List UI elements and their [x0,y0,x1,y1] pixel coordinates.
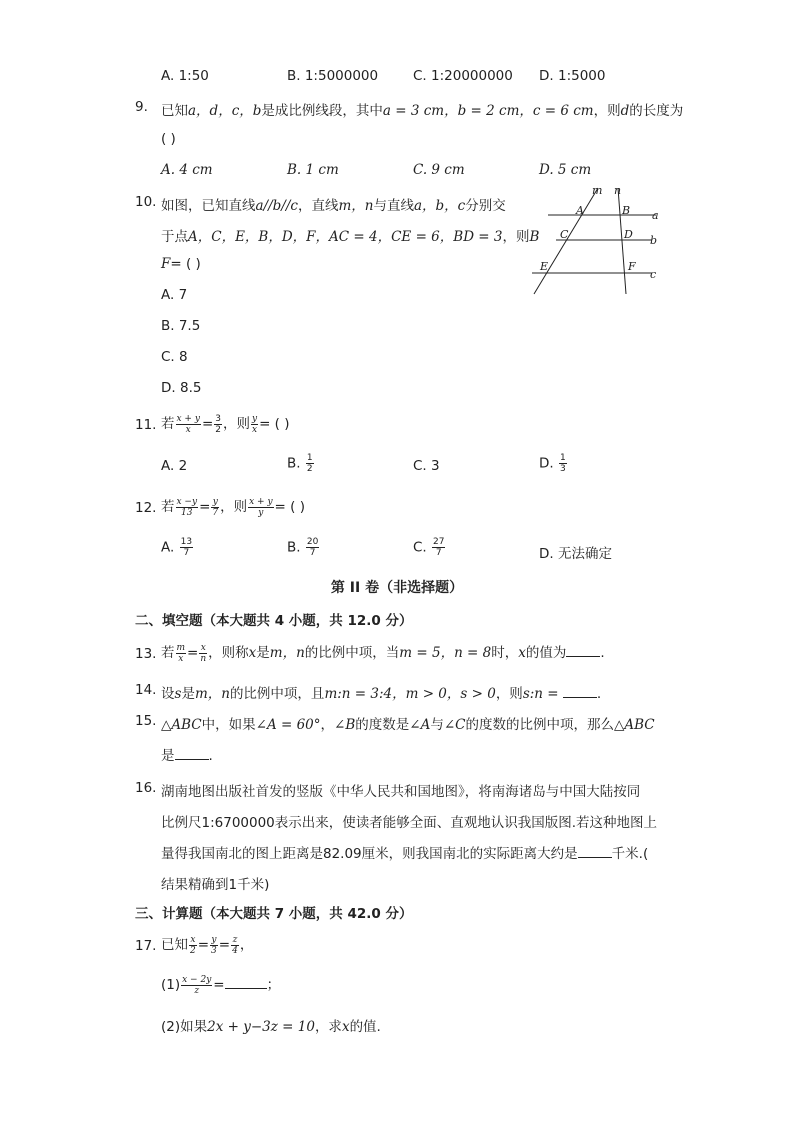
label-C: C [560,228,569,241]
q13-text: 时， [491,645,519,661]
q14-math: m:n = 3:4，m > 0，s > 0 [324,686,496,702]
q12-option-a [161,537,194,558]
q15-math: ∠A = 60° [255,717,321,733]
option-prefix: D. [539,455,558,472]
q9-var: d [620,103,630,119]
label-D: D [624,228,633,241]
label-c: c [650,268,657,281]
option-prefix: B. [287,539,305,556]
label-n: n [614,184,622,197]
q13-math: m，n [269,645,305,661]
q12-option-b-fraction [306,537,319,558]
equals: = [201,416,214,432]
q16-text: 千米.( [611,846,649,862]
equals: = [197,937,210,953]
q17-part-label: (1) [161,977,181,993]
q13-text: 的比例中项，当 [304,645,400,661]
q9-number: 9. [135,99,148,115]
q14-math: s:n = [522,686,563,702]
q10-math: F [161,256,171,272]
q16-text: 厘米，则我国南北的实际距离大约是 [361,846,578,862]
numerator: x −y [176,496,198,507]
q17-part1 [161,973,280,996]
q17-fraction [231,935,239,956]
numerator: 20 [306,537,319,547]
q15-text: △ [161,717,172,733]
q16-line2 [161,811,657,831]
q10-text: 如图，已知直线 [161,198,256,214]
q9-stem [161,99,683,119]
numerator: 3 [215,413,221,424]
q10-option-d: D. 8.5 [161,380,202,396]
q16-text: 量得我国南北的图上距离是 [161,846,323,862]
q14-text: 的比例中项，且 [229,686,325,702]
denominator: 3 [559,464,566,474]
q12-option-c-fraction [432,537,445,558]
q12-fraction [211,497,219,518]
q17-text: 已知 [161,937,188,953]
numerator: y [211,934,217,945]
numerator: x + y [249,496,273,507]
part2-heading: 二、填空题（本大题共 4 小题，共 12.0 分） [135,613,413,629]
q10-option-a: A. 7 [161,287,188,303]
q15-text: 与 [430,717,444,733]
q15-math: ABC [624,717,655,733]
numerator: z [232,934,238,945]
q10-text: 与直线 [373,198,414,214]
q12-option-a-fraction [180,537,193,558]
q13-fraction [199,643,207,664]
denominator: x [251,424,258,435]
q14-math: m，n [194,686,230,702]
q8-option-b: B. 1:5000000 [287,68,379,84]
q11-option-d-fraction [559,453,567,474]
numerator: y [251,413,258,424]
q15-math: ∠B [334,717,356,733]
q15-text: 是 [161,748,175,764]
q14-text: 是 [181,686,195,702]
q15-line2 [161,744,213,764]
q11-stem [161,412,290,435]
q15-line1 [161,713,655,733]
q13-math: x [518,645,526,661]
q15-text: 的度数是 [355,717,410,733]
q16-line4 [161,873,269,893]
q11-fraction [251,414,258,435]
option-prefix: A. [161,539,179,556]
q10-math: a，b，c [413,198,466,214]
q10-math: B [529,229,540,245]
q10-math: m，n [338,198,374,214]
option-prefix: C. [413,539,432,556]
q11-option-a: A. 2 [161,458,188,474]
q9-option-d: D. 5 cm [539,162,592,178]
q13-math: m = 5，n = 8 [399,645,492,661]
q17-text: ，求 [314,1019,342,1035]
q14-number: 14. [135,682,157,698]
q12-option-c [413,537,446,558]
numerator: y [212,496,218,507]
numerator: m [176,642,186,653]
numerator: x [190,934,196,945]
q17-text: ， [239,937,254,953]
q17-part1-fraction [181,975,212,996]
q8-option-d: D. 1:5000 [539,68,606,84]
q13-text: 若 [161,645,175,661]
q11-option-c: C. 3 [413,458,440,474]
numerator: x [200,642,206,653]
q11-fraction [214,414,222,435]
q8-option-c: C. 1:20000000 [413,68,513,84]
q10-option-b: B. 7.5 [161,318,201,334]
q11-text: = ( ) [259,416,290,432]
q11-fraction [176,414,201,435]
q10-text: ，则 [502,229,530,245]
part3-heading: 三、计算题（本大题共 7 小题，共 42.0 分） [135,906,413,922]
label-m: m [592,184,603,197]
q15-math: ABC [171,717,202,733]
denominator: 2 [190,945,196,956]
q9-vars: a，d，c，b [188,103,262,119]
q8-option-a: A. 1:50 [161,68,209,84]
q15-text: . [208,748,213,764]
q17-text: 的值. [349,1019,381,1035]
q17-text: (2)如果 [161,1019,208,1035]
q9-text: 已知 [161,103,188,119]
q10-line3 [161,256,201,272]
q13-number: 13. [135,646,157,662]
q14-text: . [596,686,602,702]
q13-fraction [176,643,187,664]
denominator: 7 [183,548,190,558]
q12-option-b [287,537,320,558]
q14-text: ，则 [495,686,523,702]
denominator: 7 [212,507,219,518]
q13-text: ，则称 [208,645,249,661]
q16-number: 16. [135,780,157,796]
numerator: 1 [306,453,313,463]
q10-text: = ( ) [170,256,201,272]
q10-text: ，直线 [297,198,339,214]
q12-text: = ( ) [274,499,305,515]
q12-fraction [248,497,273,518]
q16-scale: 1:6700000 [201,815,275,831]
q14-stem [161,682,601,702]
q12-fraction [176,497,199,518]
q17-answer-blank[interactable] [225,976,267,989]
option-prefix: B. [287,455,305,472]
q13-text: 的值为 [525,645,567,661]
equals: = [187,645,199,661]
q10-text: 于点 [161,229,188,245]
q15-number: 15. [135,713,157,729]
q16-text: 结果精确到 [161,877,229,893]
denominator: n [200,653,207,664]
label-B: B [622,204,631,217]
label-b: b [650,234,658,247]
q16-answer-blank[interactable] [578,845,612,858]
label-a: a [652,209,659,222]
label-E: E [540,260,549,273]
section-title: 第 II 卷（非选择题） [330,580,464,596]
q14-text: 设 [161,686,175,702]
q17-text: ； [266,977,281,993]
numerator: x − 2y [182,974,212,985]
q9-text: 是成比例线段，其中 [261,103,383,119]
q10-number: 10. [135,194,157,210]
q11-option-b-fraction [306,453,314,474]
q16-text: 比例尺 [161,815,202,831]
q15-answer-blank[interactable] [175,747,209,760]
label-F: F [628,260,636,273]
numerator: 1 [559,453,566,463]
q9-condition: a = 3 cm，b = 2 cm，c = 6 cm [382,103,594,119]
denominator: 13 [181,507,193,518]
q12-number: 12. [135,500,157,516]
q11-option-d [539,453,568,474]
q16-line1: 湖南地图出版社首发的竖版《中华人民共和国地图》，将南海诸岛与中国大陆按同 [161,784,641,800]
q9-text: ，则 [593,103,621,119]
q14-math: s [174,686,182,702]
denominator: z [194,985,200,996]
q17-part2 [161,1015,381,1035]
q12-option-d: D. 无法确定 [539,546,612,562]
q9-text: 的长度为 [629,103,684,119]
equals: = [199,499,211,515]
numerator: x + y [176,413,200,424]
q12-text: ，则 [220,499,248,515]
q10-parallel-lines-figure [528,182,668,298]
q16-distance: 82.09 [323,846,362,862]
q17-math: x [341,1019,350,1035]
denominator: 4 [232,945,238,956]
q16-text: 千米) [237,877,270,893]
q9-option-a: A. 4 cm [161,162,213,178]
denominator: 2 [306,464,313,474]
q17-stem [161,933,253,956]
q13-answer-blank[interactable] [566,644,600,657]
q13-stem [161,641,605,664]
q16-line3 [161,842,648,862]
q9-option-b: B. 1 cm [287,162,339,178]
q15-text: 中，如果 [201,717,256,733]
denominator: y [258,507,264,518]
q17-number: 17. [135,938,157,954]
q17-fraction [189,935,197,956]
q16-precision: 1 [228,877,238,893]
q11-option-b [287,453,315,474]
denominator: 7 [309,548,316,558]
q15-math: ∠A [409,717,431,733]
equals: = [218,937,231,953]
q12-text: 若 [161,499,175,515]
denominator: 3 [211,945,217,956]
q10-option-c: C. 8 [161,349,188,365]
denominator: 7 [435,548,442,558]
equals: = [213,977,225,993]
q10-math: A，C，E，B，D，F，AC = 4，CE = 6，BD = 3 [188,229,503,245]
q17-fraction [210,935,218,956]
q13-text: 是 [256,645,270,661]
label-A: A [576,204,584,217]
numerator: 27 [433,537,445,547]
denominator: x [178,653,184,664]
denominator: 2 [215,424,221,435]
q9-paren: ( ) [161,131,176,147]
q14-answer-blank[interactable] [563,685,597,698]
q11-text: 若 [161,416,175,432]
denominator: x [185,424,191,435]
q9-option-c: C. 9 cm [413,162,465,178]
q13-math: x [248,645,257,661]
q10-math: a//b//c [255,198,298,214]
q12-stem [161,495,305,518]
q10-text: 分别交 [465,198,506,214]
q11-number: 11. [135,417,157,433]
q15-math: ∠C [443,717,466,733]
q15-text: 的度数的比例中项，那么△ [465,717,625,733]
q13-text: . [600,645,605,661]
q16-text: 表示出来，使读者能够全面、直观地认识我国版图.若这种地图上 [274,815,658,831]
q15-text: ， [320,717,335,733]
q10-line1 [161,194,506,214]
q10-line2 [161,225,539,245]
q11-text: ，则 [222,416,250,432]
q17-math: 2x + y−3z = 10 [207,1019,315,1035]
numerator: 13 [180,537,193,547]
line-m [534,188,598,294]
